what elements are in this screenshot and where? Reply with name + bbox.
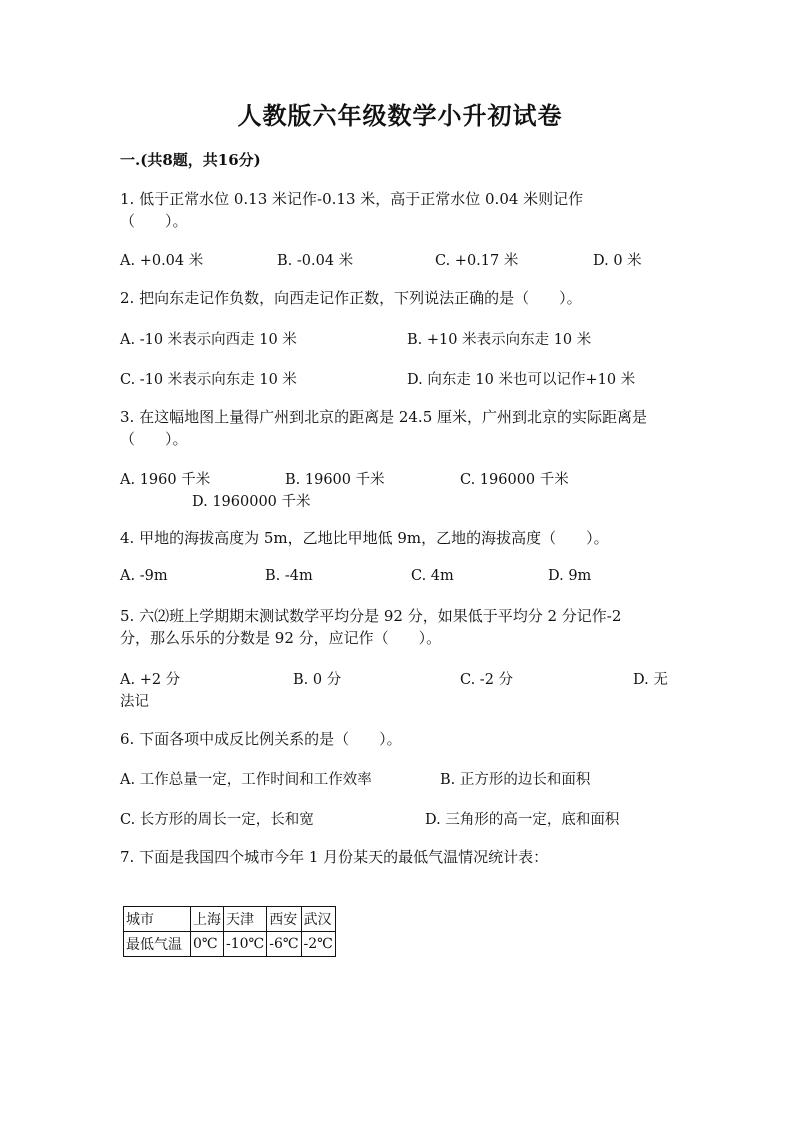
- question-1-option-d: D. 0 米: [593, 253, 642, 269]
- question-4-option-a: A. -9m: [120, 568, 168, 584]
- table-cell: -10℃: [224, 932, 267, 957]
- question-6-option-a: A. 工作总量一定，工作时间和工作效率: [120, 772, 372, 788]
- question-4-option-b: B. -4m: [265, 568, 313, 584]
- question-1-line-2: （ ）。: [120, 212, 188, 230]
- table-cell: 最低气温: [124, 932, 191, 957]
- question-6-option-b: B. 正方形的边长和面积: [440, 772, 591, 788]
- question-5-option-c: C. -2 分: [460, 672, 514, 688]
- question-2-option-c: C. -10 米表示向东走 10 米: [120, 372, 297, 388]
- question-5-line-1: 5. 六⑵班上学期期末测试数学平均分是 92 分，如果低于平均分 2 分记作-2: [120, 607, 622, 625]
- question-3-option-b: B. 19600 千米: [285, 472, 385, 488]
- question-6-line-1: 6. 下面各项中成反比例关系的是（ ）。: [120, 730, 402, 748]
- question-2-line-1: 2. 把向东走记作负数，向西走记作正数，下列说法正确的是（ ）。: [120, 289, 582, 307]
- question-2-option-b: B. +10 米表示向东走 10 米: [407, 332, 592, 348]
- question-3-option-c: C. 196000 千米: [460, 472, 569, 488]
- table-cell: -2℃: [301, 932, 335, 957]
- question-1-option-c: C. +0.17 米: [435, 253, 519, 269]
- question-2-option-a: A. -10 米表示向西走 10 米: [120, 332, 297, 348]
- section-heading: 一.(共8题，共16分): [120, 151, 261, 169]
- question-4-line-1: 4. 甲地的海拔高度为 5m，乙地比甲地低 9m，乙地的海拔高度（ ）。: [120, 529, 609, 547]
- table-cell: 城市: [124, 907, 191, 932]
- question-1-option-b: B. -0.04 米: [277, 253, 354, 269]
- table-cell: 上海: [191, 907, 224, 932]
- question-6-option-c: C. 长方形的周长一定，长和宽: [120, 812, 314, 828]
- question-7-line-1: 7. 下面是我国四个城市今年 1 月份某天的最低气温情况统计表：: [120, 848, 549, 866]
- question-6-option-d: D. 三角形的高一定，底和面积: [425, 812, 620, 828]
- table-cell: -6℃: [267, 932, 301, 957]
- question-5-option-d-continued: 法记: [120, 694, 149, 710]
- table-cell: 武汉: [301, 907, 335, 932]
- question-5-option-a: A. +2 分: [120, 672, 181, 688]
- question-5-option-d: D. 无: [633, 672, 668, 688]
- question-5-option-b: B. 0 分: [293, 672, 342, 688]
- table-cell: 天津: [224, 907, 267, 932]
- question-1-line-1: 1. 低于正常水位 0.13 米记作-0.13 米，高于正常水位 0.04 米则记作: [120, 190, 584, 208]
- table-cell: 西安: [267, 907, 301, 932]
- table-row: [124, 907, 336, 932]
- page-title: 人教版六年级数学小升初试卷: [237, 101, 563, 130]
- question-3-option-d: D. 1960000 千米: [192, 494, 311, 510]
- temperature-table: [123, 906, 336, 957]
- question-3-line-1: 3. 在这幅地图上量得广州到北京的距离是 24.5 厘米，广州到北京的实际距离是: [120, 408, 648, 426]
- question-5-line-2: 分，那么乐乐的分数是 92 分，应记作（ ）。: [120, 629, 442, 647]
- question-3-line-2: （ ）。: [120, 430, 188, 448]
- question-4-option-c: C. 4m: [411, 568, 454, 584]
- table-row: [124, 932, 336, 957]
- question-4-option-d: D. 9m: [548, 568, 592, 584]
- question-2-option-d: D. 向东走 10 米也可以记作+10 米: [407, 372, 636, 388]
- question-1-option-a: A. +0.04 米: [120, 253, 204, 269]
- question-3-option-a: A. 1960 千米: [120, 472, 211, 488]
- table-cell: 0℃: [191, 932, 224, 957]
